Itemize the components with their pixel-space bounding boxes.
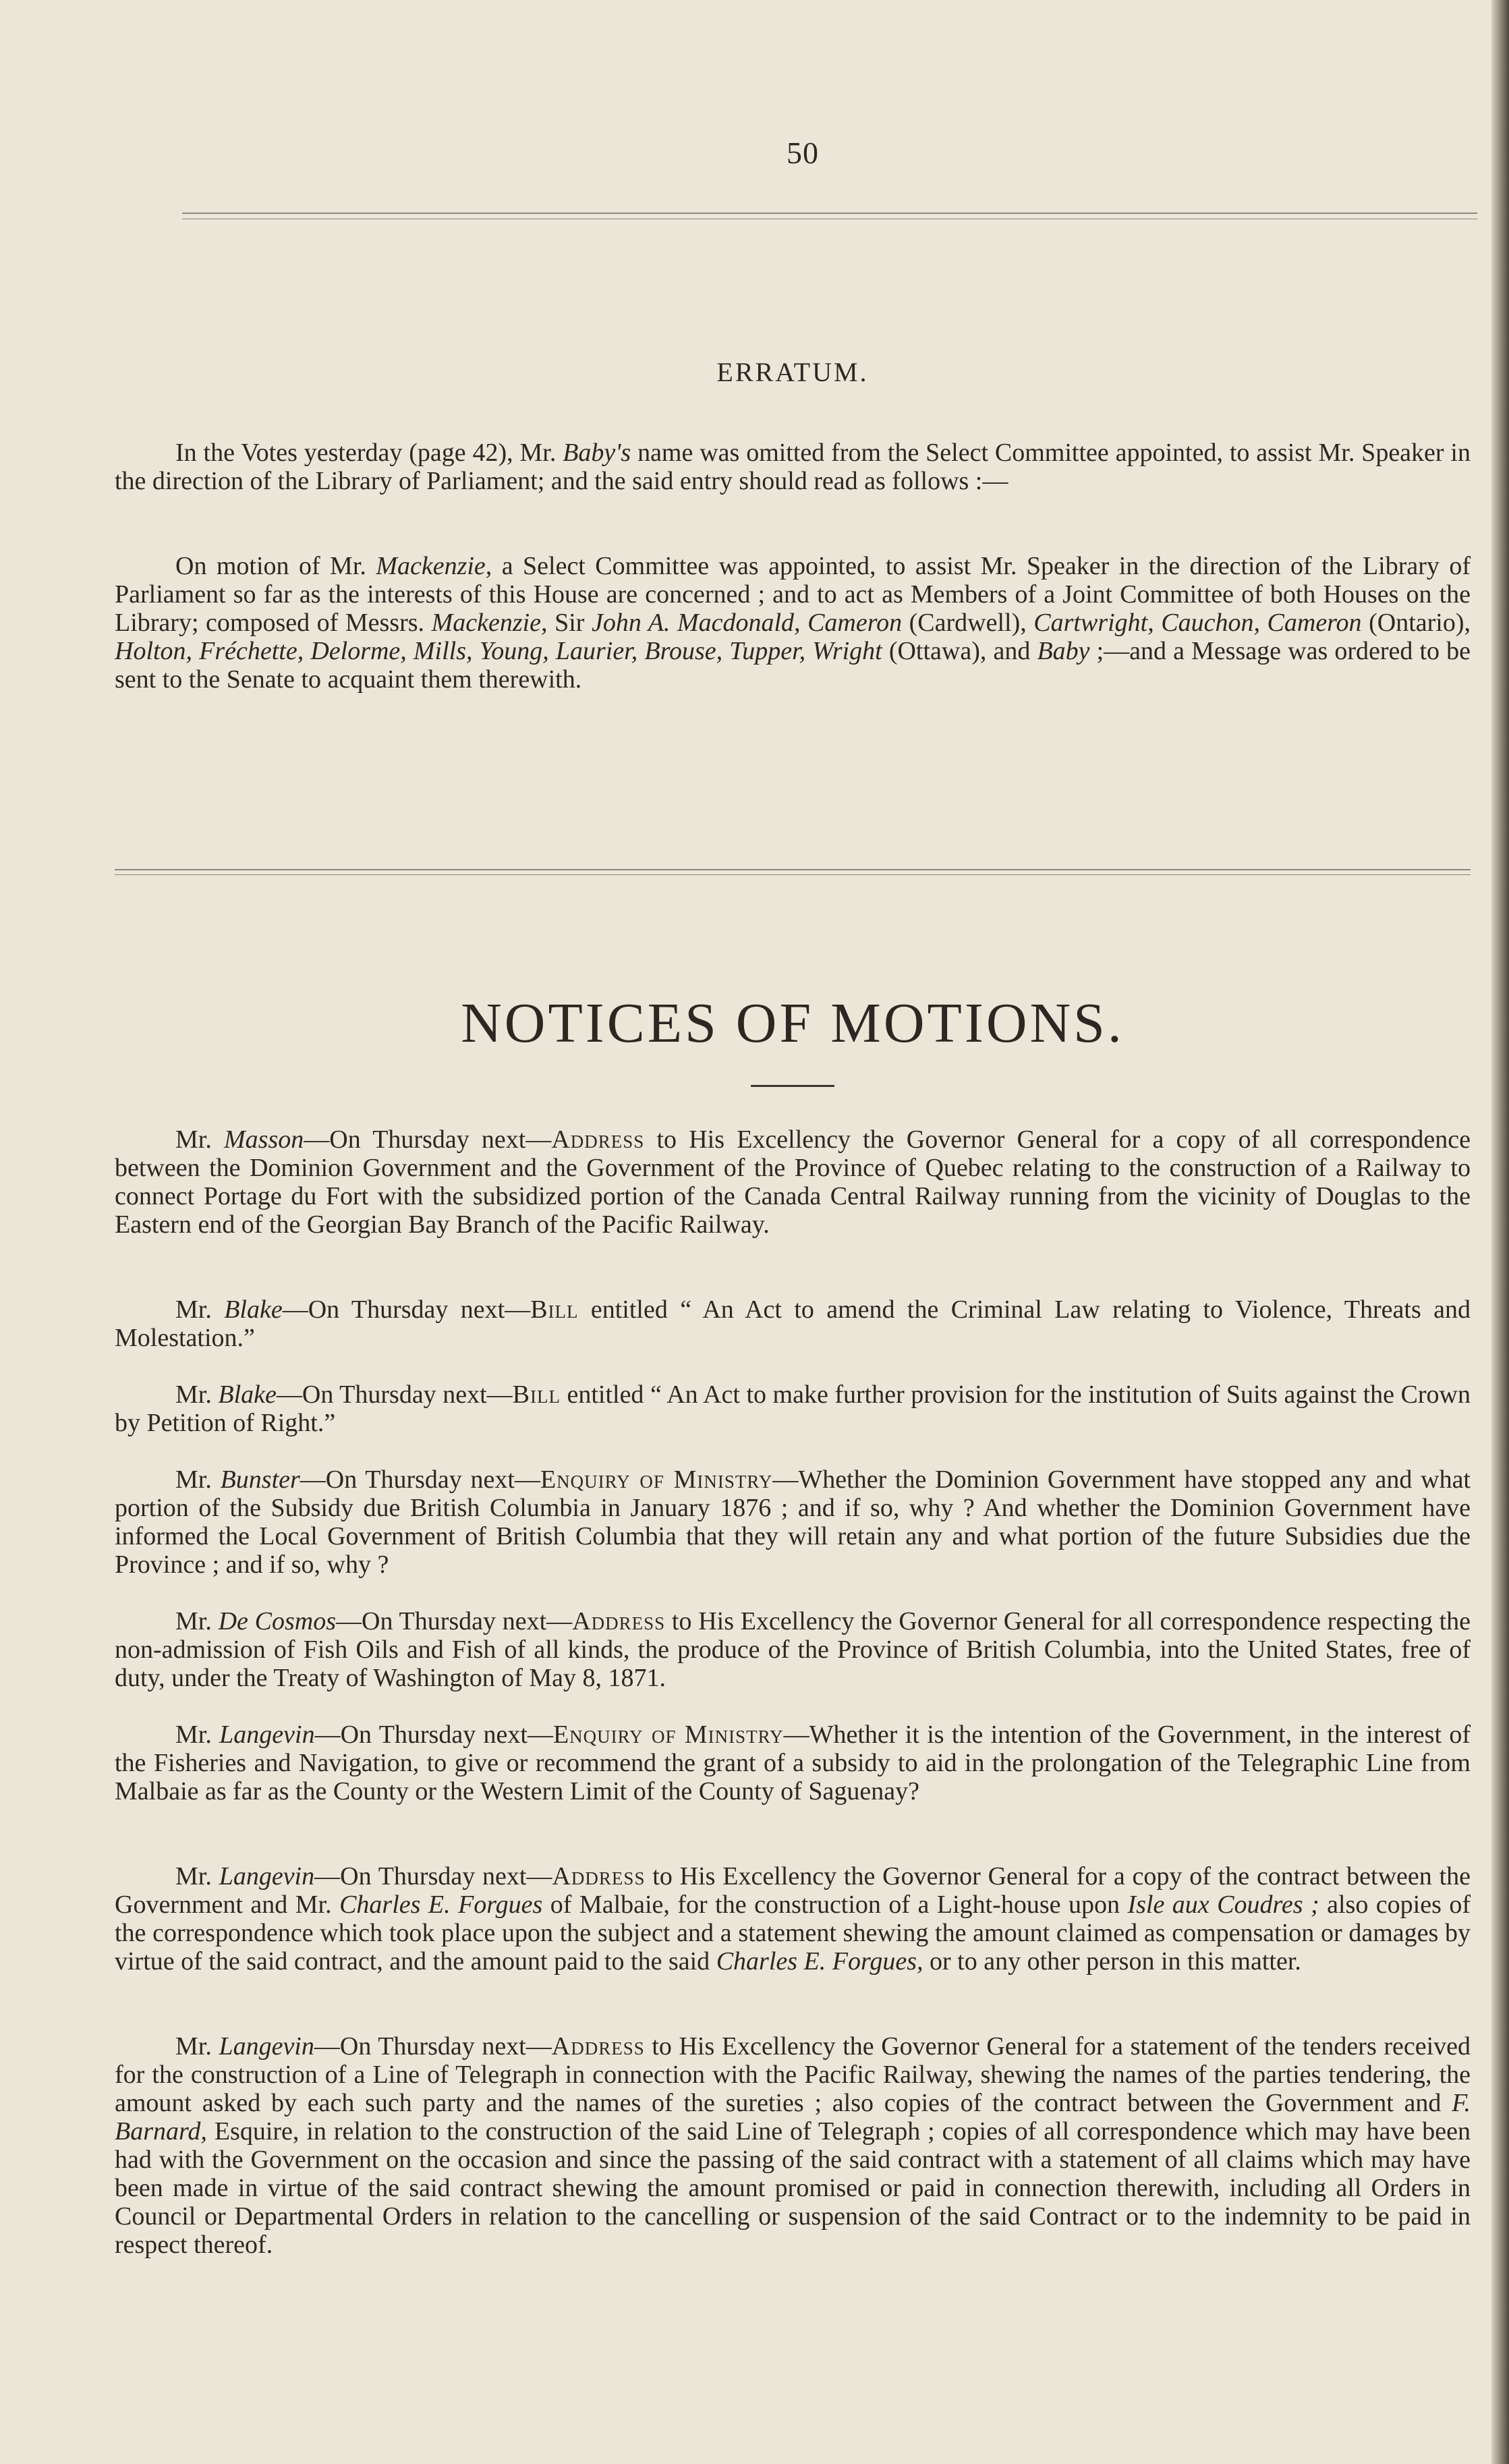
- notices-title: NOTICES OF MOTIONS.: [461, 992, 1124, 1055]
- erratum-paragraph-1: In the Votes yesterday (page 42), Mr. Baby's name was omitted from the Select Committee appointed, to assist Mr. Speaker in the direction of the Library of Parliament; and the said entry should read as follows :—: [115, 439, 1471, 495]
- motion-bunster: Mr. Bunster—On Thursday next—Enquiry of Ministry—Whether the Dominion Government have stopped any and what portion of the Subsidy due British Columbia in January 1876 ; and if so, why ? And whether the Dominion Government have informed the Local Government of British Columbia that they will retain any and what portion of the future Subsidies due the Province ; and if so, why ?: [115, 1465, 1471, 1579]
- erratum-paragraph-2: On motion of Mr. Mackenzie, a Select Committee was appointed, to assist Mr. Speaker in the direction of the Library of Parliament so far as the interests of this House are concerned ; and to act as Members of a Joint Committee of both Houses on the Library; composed of Messrs. Mackenzie, Sir John A. Macdonald, Cameron (Cardwell), Cartwright, Cauchon, Cameron (Ontario), Holton, Fréchette, Delorme, Mills, Young, Laurier, Brouse, Tupper, Wright (Ottawa), and Baby ;—and a Message was ordered to be sent to the Senate to acquaint them therewith.: [115, 552, 1471, 694]
- title-underline: [751, 1085, 834, 1087]
- motion-masson: Mr. Masson—On Thursday next—Address to His Excellency the Governor General for a copy of all correspondence between the Dominion Government and the Government of the Province of Quebec relating to the construction of a Railway to connect Portage du Fort with the subsidized portion of the Canada Central Railway running from the vicinity of Douglas to the Eastern end of the Georgian Bay Branch of the Pacific Railway.: [115, 1125, 1471, 1239]
- erratum-heading: ERRATUM.: [716, 357, 869, 387]
- motion-langevin-1: Mr. Langevin—On Thursday next—Enquiry of Ministry—Whether it is the intention of the Government, in the interest of the Fisheries and Navigation, to give or recommend the grant of a subsidy to aid in the prolongation of the Telegraphic Line from Malbaie as far as the County or the Western Limit of the County of Saguenay?: [115, 1720, 1471, 1805]
- top-rule: [182, 213, 1477, 214]
- motion-blake-2: Mr. Blake—On Thursday next—Bill entitled “ An Act to make further provision for the institution of Suits against the Crown by Petition of Right.”: [115, 1380, 1471, 1437]
- motion-blake-1: Mr. Blake—On Thursday next—Bill entitled “ An Act to amend the Criminal Law relating to Violence, Threats and Molestation.”: [115, 1295, 1471, 1352]
- section-divider: [115, 869, 1471, 870]
- page-number: 50: [787, 136, 819, 170]
- motion-langevin-3: Mr. Langevin—On Thursday next—Address to His Excellency the Governor General for a statement of the tenders received for the construction of a Line of Telegraph in connection with the Pacific Railway, shewing the names of the parties tendering, the amount asked by each such party and the names of the sureties ; also copies of the contract between the Government and F. Barnard, Esquire, in relation to the construction of the said Line of Telegraph ; copies of all correspondence which may have been had with the Government on the occasion and since the passing of the said contract with a statement of all claims which may have been made in virtue of the said contract shewing the amount promised or paid in connection therewith, including all Orders in Council or Departmental Orders in relation to the cancelling or suspension of the said Contract or to the indemnity to be paid in respect thereof.: [115, 2032, 1471, 2259]
- motion-de-cosmos: Mr. De Cosmos—On Thursday next—Address to His Excellency the Governor General for all correspondence respecting the non-admission of Fish Oils and Fish of all kinds, the produce of the Province of British Columbia, into the United States, free of duty, under the Treaty of Washington of May 8, 1871.: [115, 1607, 1471, 1692]
- motion-langevin-2: Mr. Langevin—On Thursday next—Address to His Excellency the Governor General for a copy of the contract between the Government and Mr. Charles E. Forgues of Malbaie, for the construction of a Light-house upon Isle aux Coudres ; also copies of the correspondence which took place upon the subject and a statement shewing the amount claimed as compensation or damages by virtue of the said contract, and the amount paid to the said Charles E. Forgues, or to any other person in this matter.: [115, 1862, 1471, 1976]
- section-divider-thin: [115, 874, 1471, 875]
- page-edge-shadow: [1491, 0, 1509, 2464]
